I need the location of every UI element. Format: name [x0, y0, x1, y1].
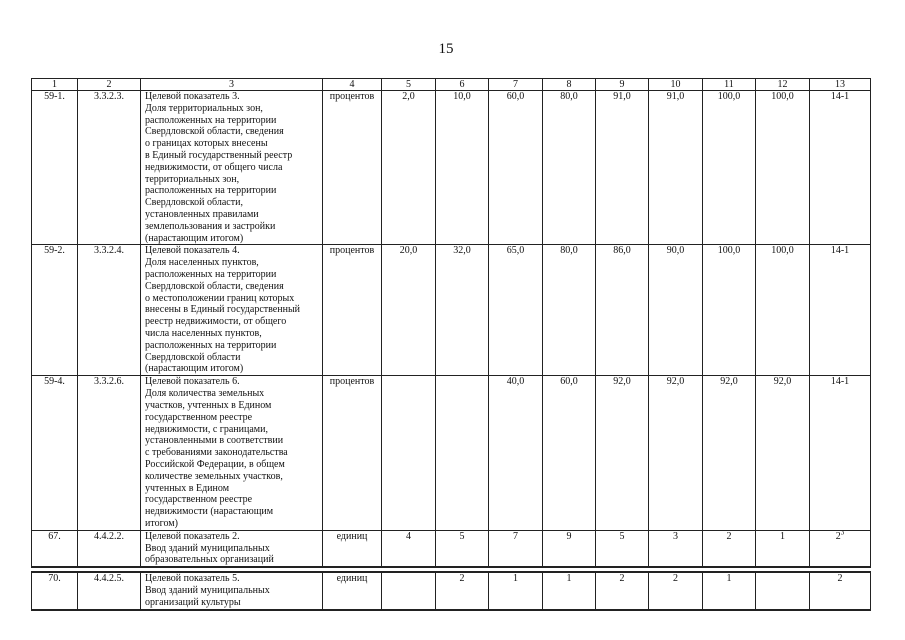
value-cell: 91,0 — [596, 91, 649, 245]
value-cell — [382, 572, 436, 610]
value-cell: 5 — [596, 530, 649, 567]
value-cell: 100,0 — [703, 245, 756, 376]
reference-cell: 14-1 — [810, 91, 871, 245]
value-cell: 65,0 — [489, 245, 543, 376]
indicator-description: Целевой показатель 2. Ввод зданий муниципальных образовательных организаций — [141, 530, 323, 567]
value-cell: 92,0 — [703, 376, 756, 530]
value-cell: 1 — [703, 572, 756, 610]
table-row — [32, 245, 871, 376]
column-number: 5 — [382, 79, 436, 91]
value-cell: 92,0 — [596, 376, 649, 530]
table-row — [32, 530, 871, 567]
value-cell: 2 — [703, 530, 756, 567]
value-cell: 92,0 — [649, 376, 703, 530]
column-number: 9 — [596, 79, 649, 91]
reference-cell — [810, 530, 871, 567]
column-number: 4 — [323, 79, 382, 91]
value-cell: 2,0 — [382, 91, 436, 245]
row-number: 59-1. — [32, 91, 78, 245]
value-cell: 40,0 — [489, 376, 543, 530]
value-cell: 2 — [649, 572, 703, 610]
column-number: 12 — [756, 79, 810, 91]
value-cell: 32,0 — [436, 245, 489, 376]
value-cell: 90,0 — [649, 245, 703, 376]
indicator-description: Целевой показатель 3. Доля территориальных зон, расположенных на территории Свердловской области, сведения о границах которых внесены в Единый государственный реестр недвижимости, от общего числа территориальных зон, расположенных на территории Свердловской области, установленных правилами землепользования и застройки (нарастающим итогом) — [141, 91, 323, 245]
row-code: 3.3.2.3. — [78, 91, 141, 245]
column-number: 6 — [436, 79, 489, 91]
value-cell: 92,0 — [756, 376, 810, 530]
unit-cell: единиц — [323, 530, 382, 567]
value-cell: 1 — [489, 572, 543, 610]
row-number: 67. — [32, 530, 78, 567]
indicator-description: Целевой показатель 5. Ввод зданий муниципальных организаций культуры — [141, 572, 323, 610]
value-cell — [436, 376, 489, 530]
value-cell: 20,0 — [382, 245, 436, 376]
row-number: 59-4. — [32, 376, 78, 530]
value-cell: 1 — [543, 572, 596, 610]
value-cell: 7 — [489, 530, 543, 567]
reference-cell: 2 — [810, 572, 871, 610]
column-number: 3 — [141, 79, 323, 91]
value-cell: 91,0 — [649, 91, 703, 245]
table-row — [32, 572, 871, 610]
indicator-description: Целевой показатель 4. Доля населенных пунктов, расположенных на территории Свердловской области, сведения о местоположении границ которых внесены в Единый государственный реестр недвижимости, от общего числа населенных пунктов, расположенных на территории Свердловской области (нарастающим итогом) — [141, 245, 323, 376]
value-cell: 60,0 — [543, 376, 596, 530]
value-cell: 5 — [436, 530, 489, 567]
footnote-marker: 3 — [840, 530, 845, 537]
reference-value: 2 — [835, 530, 841, 542]
reference-cell: 14-1 — [810, 376, 871, 530]
indicators-table — [31, 78, 871, 611]
value-cell: 80,0 — [543, 91, 596, 245]
table-row — [32, 91, 871, 245]
column-number-row — [32, 79, 871, 91]
unit-cell: процентов — [323, 376, 382, 530]
value-cell: 2 — [436, 572, 489, 610]
unit-cell: процентов — [323, 91, 382, 245]
table-row — [32, 376, 871, 530]
column-number: 8 — [543, 79, 596, 91]
value-cell: 86,0 — [596, 245, 649, 376]
column-number: 13 — [810, 79, 871, 91]
row-code: 3.3.2.4. — [78, 245, 141, 376]
unit-cell: процентов — [323, 245, 382, 376]
column-number: 10 — [649, 79, 703, 91]
value-cell: 80,0 — [543, 245, 596, 376]
value-cell: 1 — [756, 530, 810, 567]
indicator-description: Целевой показатель 6. Доля количества земельных участков, учтенных в Едином государственном реестре недвижимости, с границами, установленными в соответствии с требованиями законодательства Российской Федерации, в общем количестве земельных участков, учтенных в Едином государственном реестре недвижимости (нарастающим итогом) — [141, 376, 323, 530]
value-cell: 100,0 — [756, 91, 810, 245]
value-cell: 9 — [543, 530, 596, 567]
row-code: 4.4.2.2. — [78, 530, 141, 567]
value-cell: 60,0 — [489, 91, 543, 245]
unit-cell: единиц — [323, 572, 382, 610]
row-code: 3.3.2.6. — [78, 376, 141, 530]
column-number: 1 — [32, 79, 78, 91]
value-cell: 100,0 — [703, 91, 756, 245]
row-number: 59-2. — [32, 245, 78, 376]
column-number: 11 — [703, 79, 756, 91]
value-cell: 2 — [596, 572, 649, 610]
value-cell: 4 — [382, 530, 436, 567]
value-cell — [382, 376, 436, 530]
column-number: 2 — [78, 79, 141, 91]
page-number: 15 — [438, 41, 454, 57]
reference-cell: 14-1 — [810, 245, 871, 376]
value-cell: 100,0 — [756, 245, 810, 376]
value-cell: 3 — [649, 530, 703, 567]
value-cell — [756, 572, 810, 610]
row-code: 4.4.2.5. — [78, 572, 141, 610]
row-number: 70. — [32, 572, 78, 610]
column-number: 7 — [489, 79, 543, 91]
value-cell: 10,0 — [436, 91, 489, 245]
